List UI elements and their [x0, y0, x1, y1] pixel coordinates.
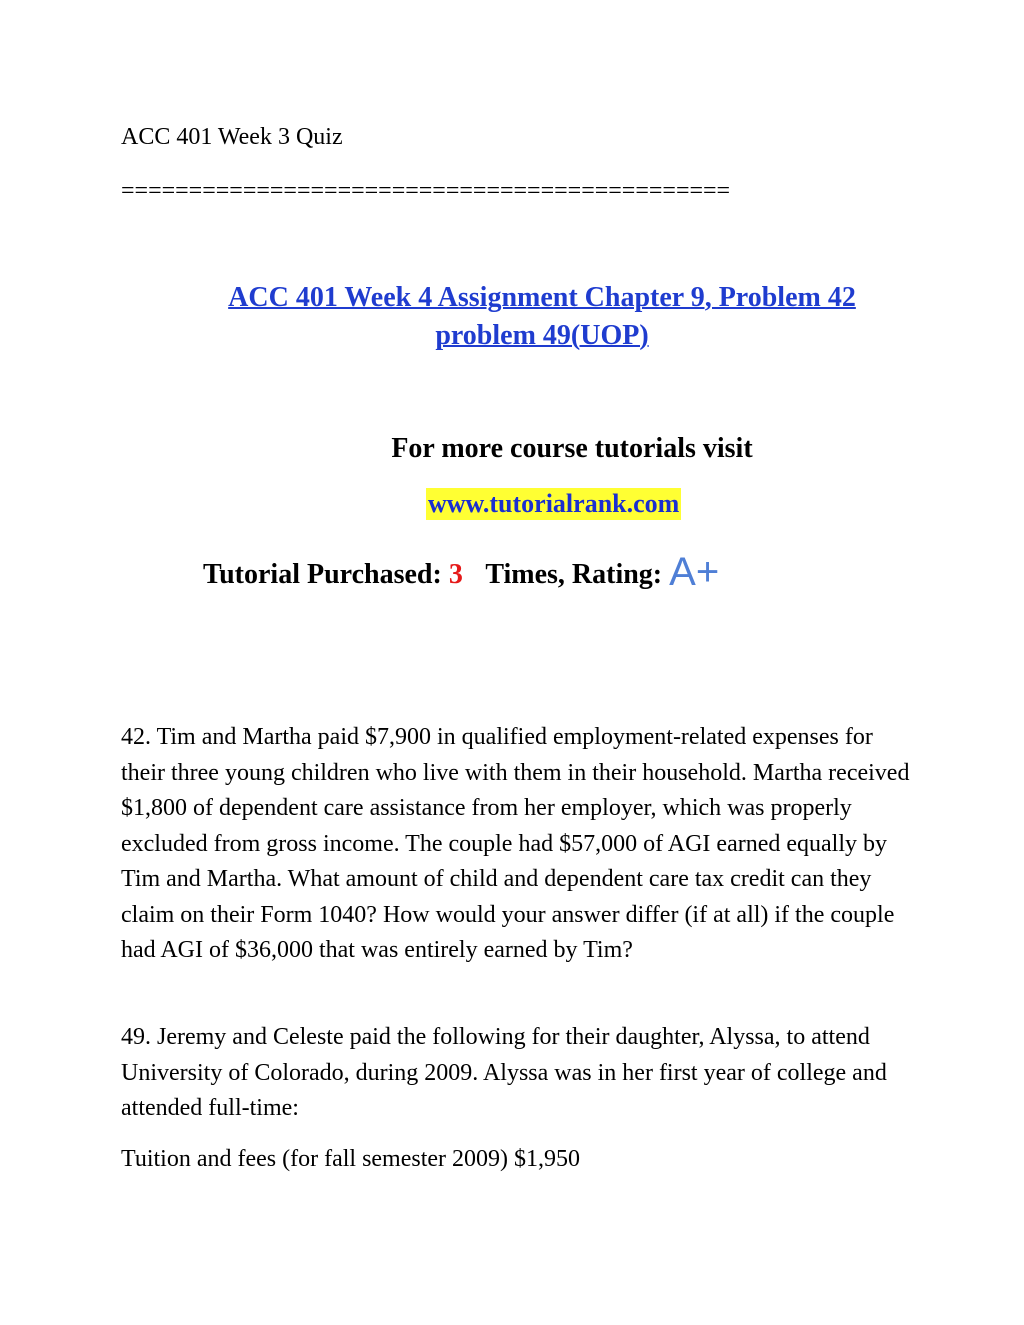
assignment-title-link[interactable] [228, 282, 856, 351]
assignment-title-line-2: problem 49(UOP) [435, 320, 649, 351]
site-url-highlight[interactable]: www.tutorialrank.com [428, 489, 680, 518]
document-header-title: ACC 401 Week 3 Quiz [121, 124, 343, 150]
problem-49-text: 49. Jeremy and Celeste paid the following for their daughter, Alyssa, to attend University of Colorado, during 2009. Alyssa was in her first year of college and attended full-time: [121, 1024, 887, 1121]
tuition-line: Tuition and fees (for fall semester 2009) $1,950 [121, 1146, 581, 1172]
assignment-title-line-1: ACC 401 Week 4 Assignment Chapter 9, Problem 42 [228, 282, 856, 313]
visit-text: For more course tutorials visit [391, 433, 753, 464]
times-rating-label: Times, Rating: [485, 559, 663, 590]
purchase-count: 3 [448, 559, 463, 590]
separator-line: ============================================= [121, 178, 731, 204]
purchase-label: Tutorial Purchased: [203, 559, 442, 590]
rating-value: A+ [669, 550, 720, 594]
problem-42-text: 42. Tim and Martha paid $7,900 in qualified employment-related expenses for their three young children who live with them in their household. Martha received $1,800 of dependent care assistance from her employer, which was properly excluded from gross income. The couple had $57,000 of AGI earned equally by Tim and Martha. What amount of child and dependent care tax credit can they claim on their Form 1040? How would your answer differ (if at all) if the couple had AGI of $36,000 that was entirely earned by Tim? [121, 724, 910, 963]
purchase-rating-line [203, 552, 719, 595]
assignment-title-link-block [120, 279, 964, 355]
